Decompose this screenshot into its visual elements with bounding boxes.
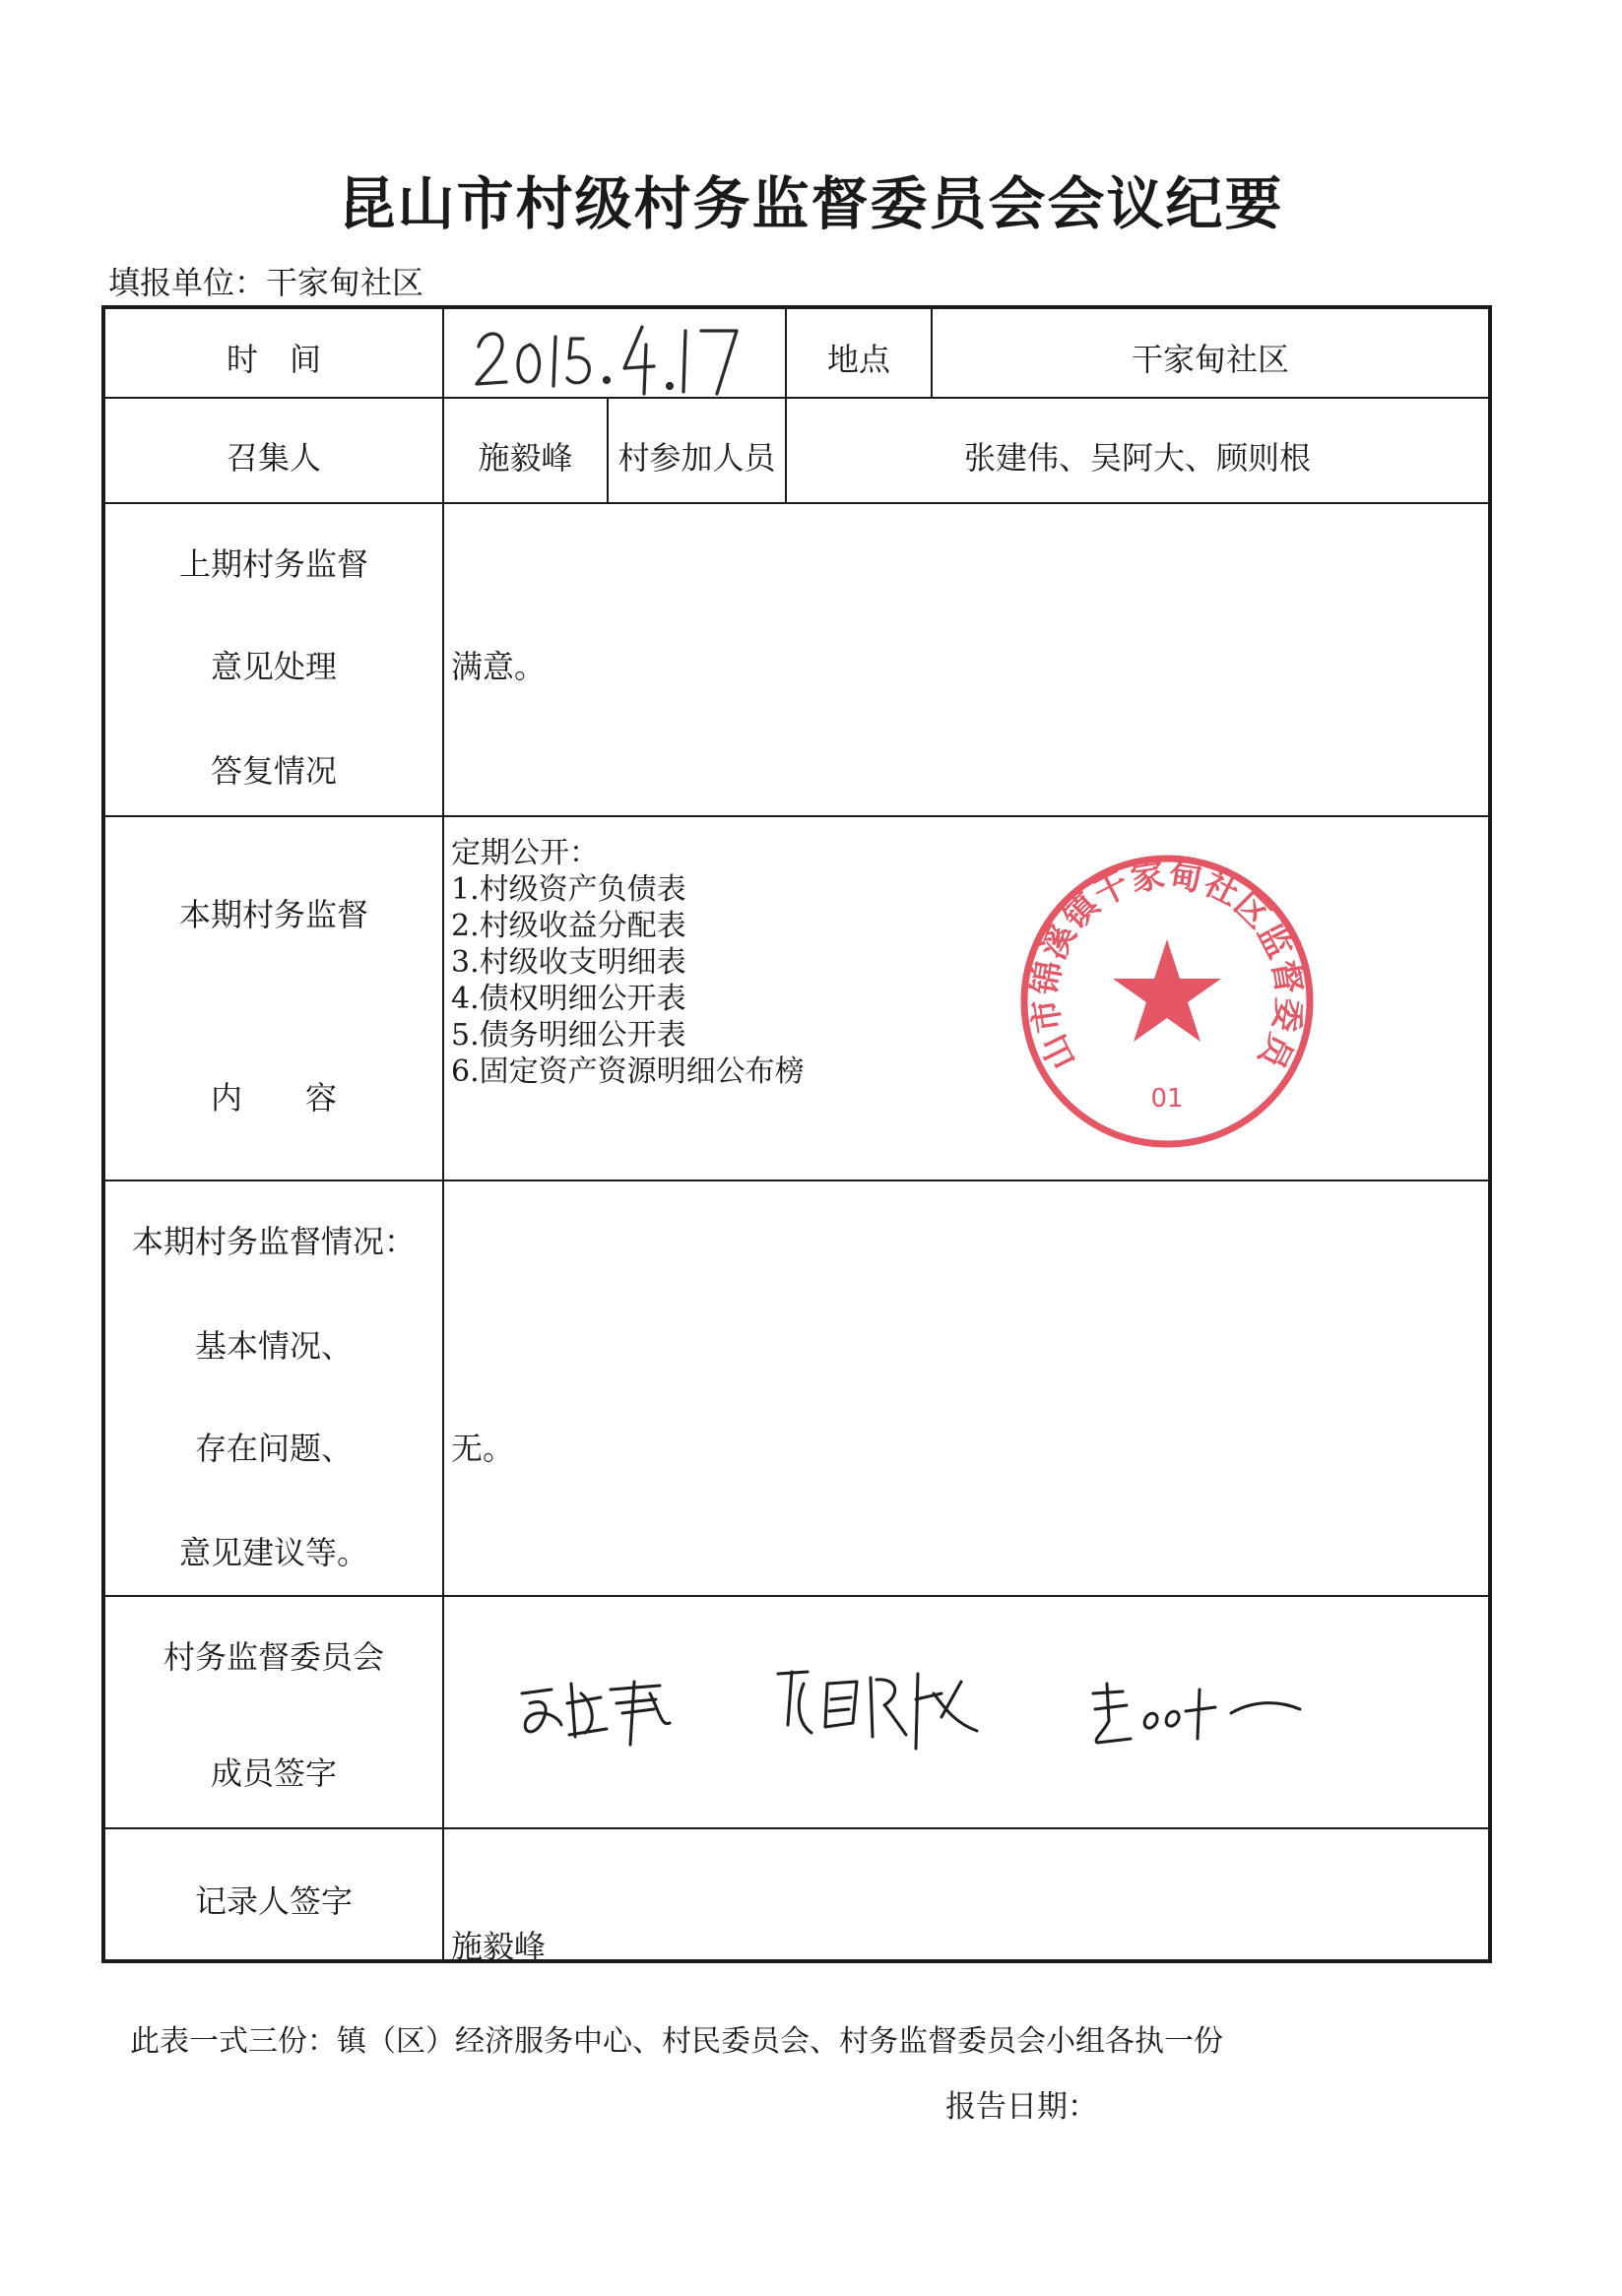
row-divider (101, 502, 1492, 504)
previous-value: 满意。 (451, 648, 547, 685)
content-item: 5.债务明细公开表 (451, 1018, 686, 1052)
recorder-value: 施毅峰 (451, 1928, 547, 1965)
content-item: 定期公开： (451, 836, 599, 870)
signatures-label-line-2: 成员签字 (210, 1754, 337, 1792)
time-label: 时 间 (226, 341, 321, 378)
signatures-label-line-1: 村务监督委员会 (162, 1638, 384, 1676)
signature-3 (1083, 1674, 1310, 1753)
document-title: 昆山市村级村务监督委员会会议纪要 (338, 170, 1284, 237)
content-label-line-2: 内 容 (210, 1079, 337, 1116)
recorder-label: 记录人签字 (194, 1882, 353, 1920)
seal-text: 昆山市锦溪镇干家甸社区监督委员会 (997, 818, 1310, 1076)
signature-2 (768, 1654, 1005, 1762)
content-item: 6.固定资产资源明细公布榜 (451, 1054, 805, 1089)
status-label-line-4: 意见建议等。 (178, 1534, 368, 1571)
handwritten-date (473, 317, 748, 396)
participants-value: 张建伟、吴阿大、顾则根 (963, 439, 1311, 477)
content-item: 2.村级收益分配表 (451, 909, 686, 943)
col-divider (442, 305, 444, 1963)
status-label-line-2: 基本情况、 (194, 1327, 353, 1365)
status-value: 无。 (451, 1430, 515, 1467)
report-date-label: 报告日期： (945, 2089, 1098, 2125)
status-label-line-1: 本期村务监督情况： (131, 1223, 416, 1260)
content-item: 3.村级收支明细表 (451, 945, 686, 980)
previous-label-line-2: 意见处理 (210, 648, 337, 685)
signature-1 (512, 1664, 689, 1753)
convener-label: 召集人 (226, 439, 321, 477)
footer-note: 此表一式三份：镇（区）经济服务中心、村民委员会、村务监督委员会小组各执一份 (130, 2024, 1223, 2059)
table-border-right (1488, 305, 1492, 1963)
seal-star-icon (1113, 939, 1221, 1042)
row-divider (101, 1595, 1492, 1597)
fill-unit: 填报单位：干家甸社区 (108, 264, 424, 301)
content-item: 4.债权明细公开表 (451, 982, 686, 1016)
table-border-bottom (105, 1959, 1492, 1963)
convener-value: 施毅峰 (478, 439, 573, 477)
content-items (451, 835, 805, 1090)
previous-label-line-1: 上期村务监督 (178, 545, 368, 583)
row-divider (101, 397, 1492, 399)
content-label-line-1: 本期村务监督 (178, 896, 368, 933)
status-label-line-3: 存在问题、 (194, 1430, 353, 1467)
location-label: 地点 (826, 341, 890, 378)
row-divider (101, 1827, 1492, 1829)
previous-label-line-3: 答复情况 (210, 752, 337, 790)
table-border-top (101, 305, 1492, 309)
location-value: 干家甸社区 (1131, 341, 1289, 378)
content-item: 1.村级资产负债表 (451, 872, 686, 907)
row-divider (101, 815, 1492, 817)
row-divider (101, 1180, 1492, 1181)
participants-label: 村参加人员 (617, 439, 776, 477)
seal-code: 01 (1150, 1084, 1184, 1114)
official-seal (997, 818, 1320, 1154)
